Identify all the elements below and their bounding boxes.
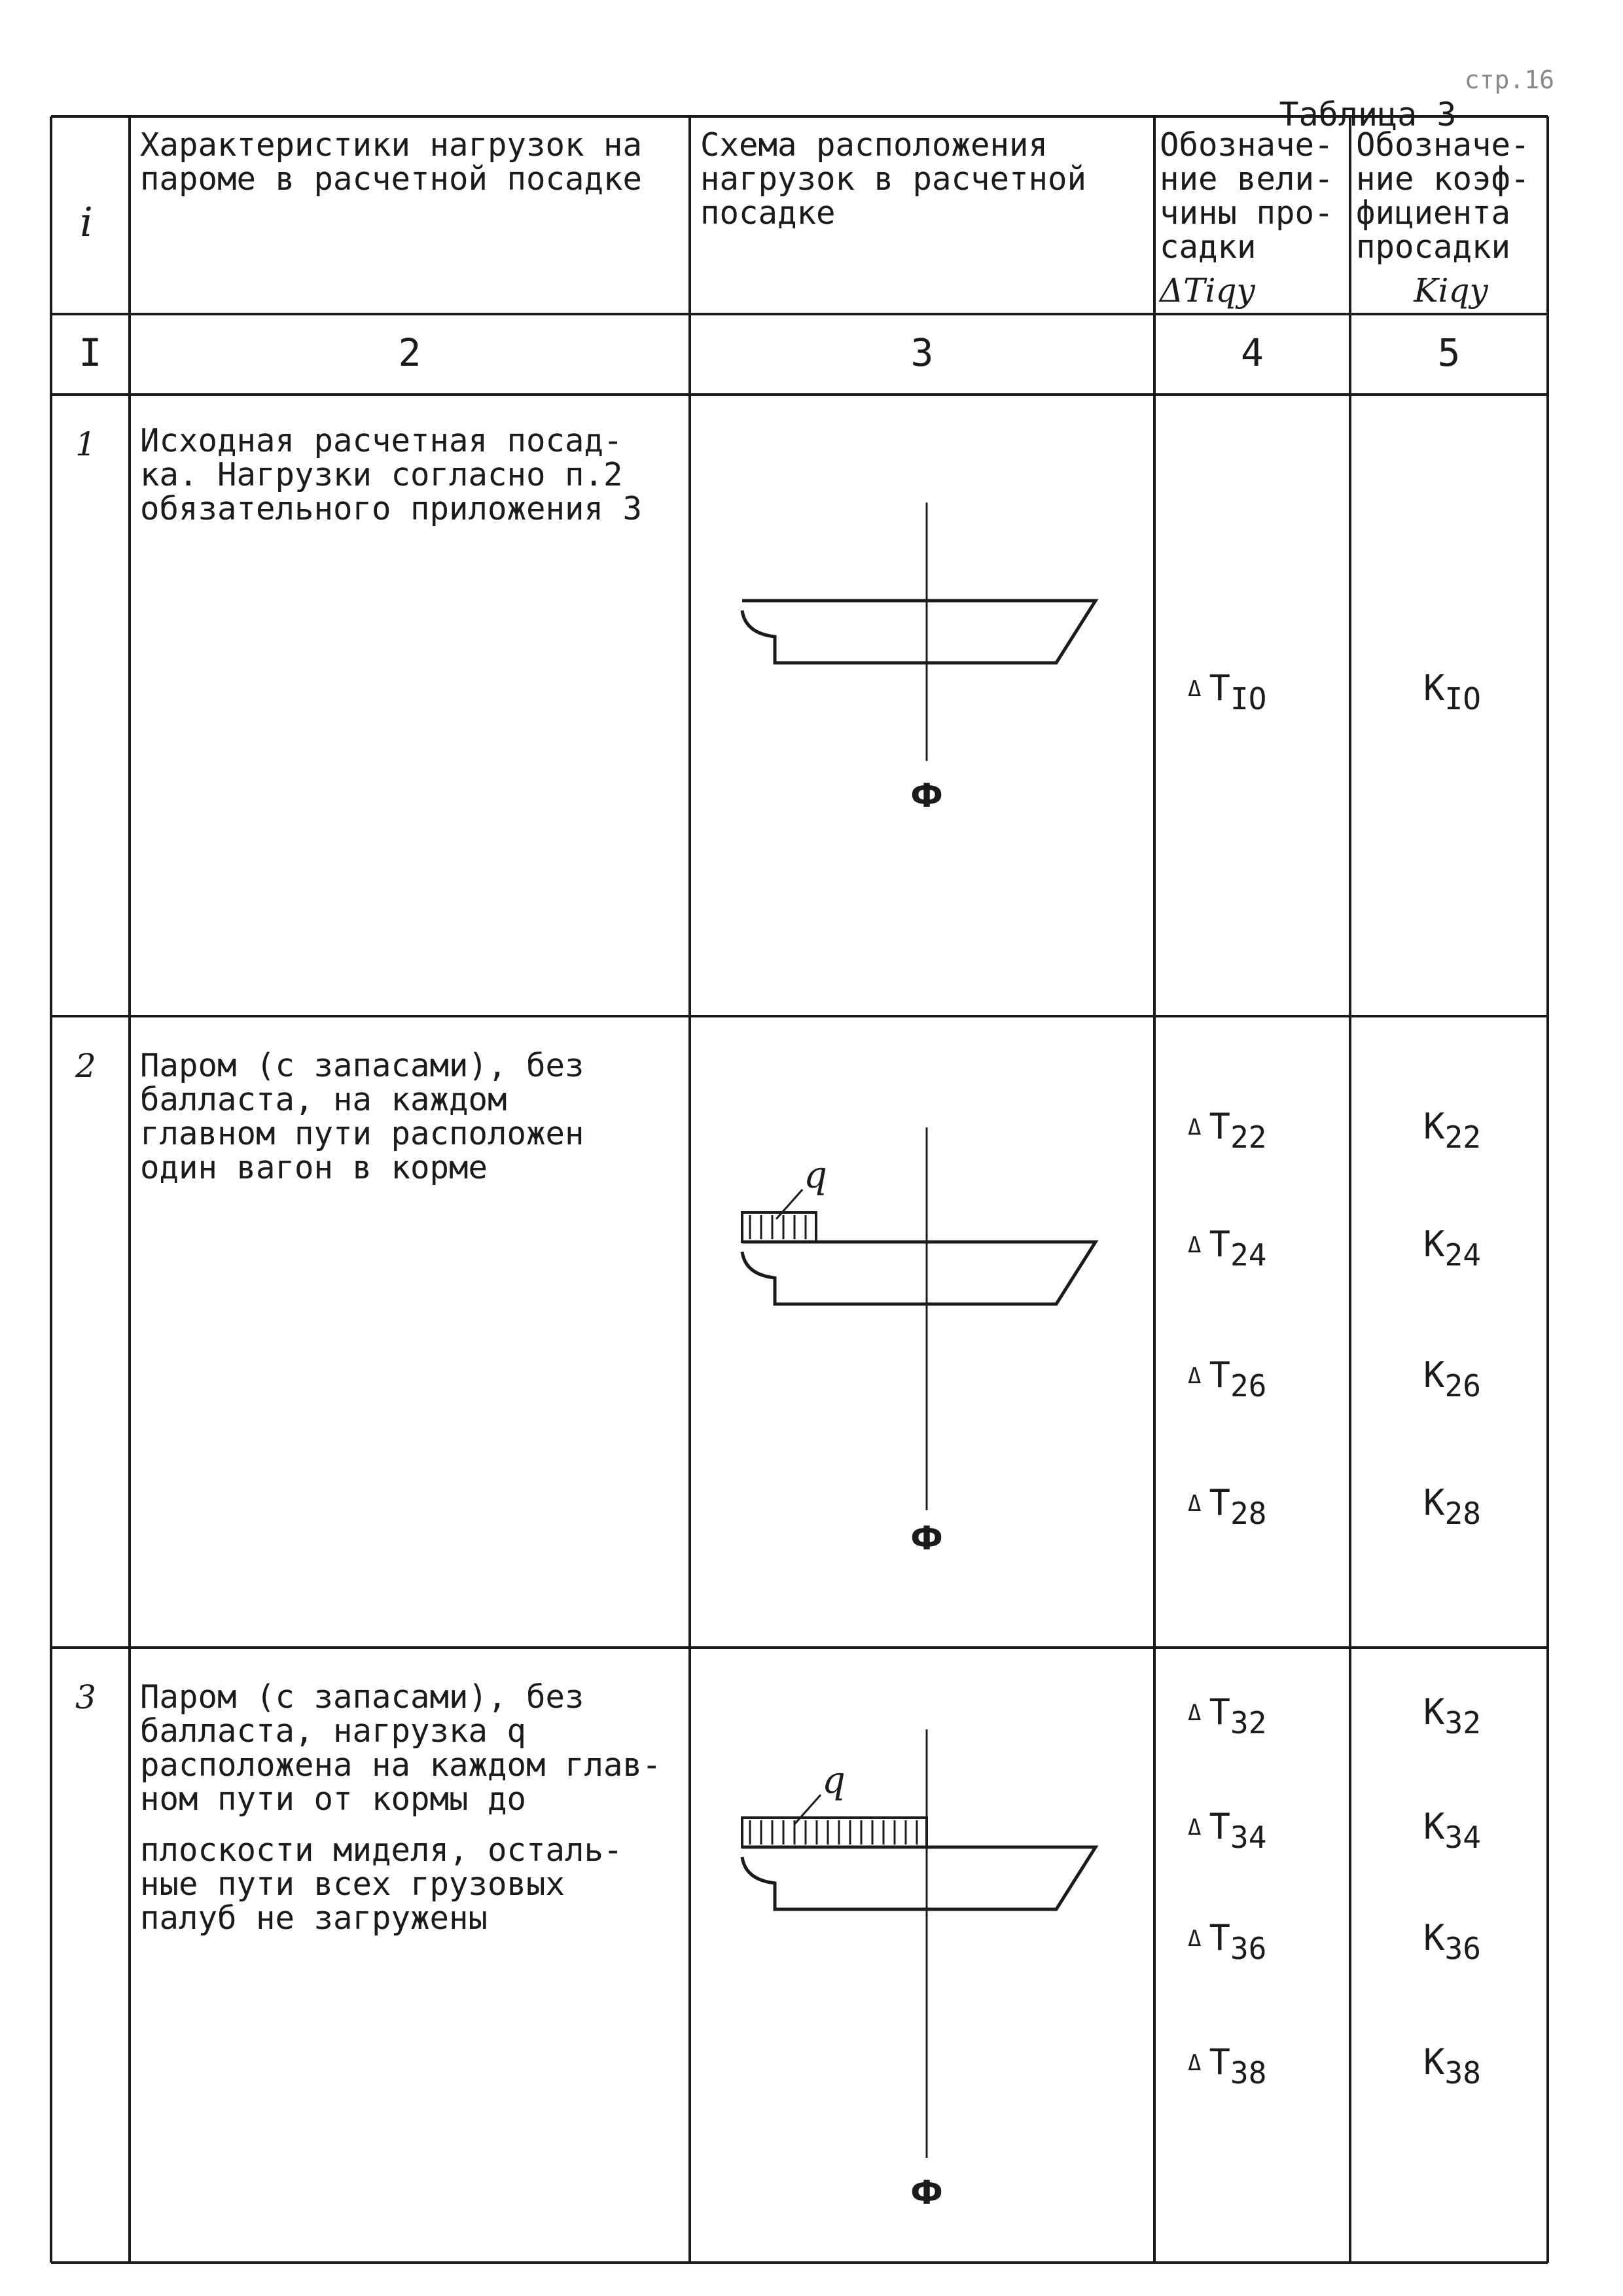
load-pointer: [794, 1795, 821, 1824]
symbol-base: K: [1423, 1354, 1445, 1396]
midship-mark: Ф: [910, 1519, 943, 1557]
symbol-subscript: 26: [1230, 1368, 1267, 1404]
symbol-subscript: 38: [1230, 2055, 1267, 2091]
delta-prefix: Δ: [1188, 1814, 1202, 1841]
load-block: [742, 1818, 927, 1847]
delta-prefix: Δ: [1188, 1491, 1202, 1517]
delta-prefix: Δ: [1188, 2050, 1202, 2076]
symbol-base: K: [1423, 1106, 1445, 1147]
index-column-symbol: i: [80, 198, 93, 246]
delta-prefix: Δ: [1188, 1926, 1202, 1952]
symbol-subscript: 32: [1230, 1705, 1267, 1740]
load-label: q: [822, 1759, 846, 1802]
coefficient-designation: [1423, 1691, 1481, 1740]
description-line: балласта, нагрузка q: [140, 1712, 527, 1750]
header-text-line: Обозначе-: [1160, 126, 1334, 164]
column-number: I: [79, 330, 102, 375]
symbol-subscript: 36: [1230, 1931, 1267, 1966]
description-line: главном пути расположен: [140, 1115, 584, 1152]
header-text-line: Обозначе-: [1356, 126, 1530, 164]
symbol-base: T: [1209, 1806, 1230, 1847]
header-text-line: ние коэф-: [1356, 160, 1530, 198]
symbol-base: K: [1423, 1482, 1445, 1523]
symbol-subscript: 34: [1444, 1820, 1481, 1855]
header-draft-designation: [1160, 126, 1348, 309]
symbol-base: T: [1209, 1691, 1230, 1733]
symbol-subscript: 24: [1230, 1237, 1267, 1273]
coefficient-designation: [1423, 1917, 1481, 1966]
symbol-base: K: [1423, 1917, 1445, 1958]
description-line: Исходная расчетная посад-: [140, 422, 623, 459]
row-number: 2: [75, 1047, 96, 1085]
delta-prefix: Δ: [1188, 1363, 1202, 1389]
symbol-base: T: [1209, 1354, 1230, 1396]
draft-designation: [1188, 1224, 1266, 1273]
hull-outline: [742, 1242, 1096, 1304]
symbol-subscript: 28: [1230, 1496, 1267, 1531]
draft-designation: [1188, 1106, 1266, 1155]
delta-prefix: Δ: [1188, 1114, 1202, 1140]
midship-mark: Ф: [910, 777, 943, 815]
header-text-line: фициента: [1356, 194, 1511, 232]
description-line: Паром (с запасами), без: [140, 1047, 584, 1084]
coefficient-designation: [1423, 2041, 1481, 2091]
symbol-base: T: [1209, 1482, 1230, 1523]
delta-prefix: Δ: [1188, 676, 1202, 702]
ferry-hull-sketch: [690, 1648, 1154, 2263]
coefficient-designation: [1423, 1806, 1481, 1855]
symbol-base: T: [1209, 1224, 1230, 1265]
column-number: 5: [1437, 330, 1461, 375]
hull-outline: [742, 601, 1096, 663]
hull-outline: [742, 1847, 1096, 1909]
row-description: [140, 1680, 696, 1935]
symbol-base: K: [1423, 1224, 1445, 1265]
coefficient-designation: [1423, 1482, 1481, 1531]
header-coefficient-designation: [1356, 128, 1546, 308]
coefficient-designation: [1423, 1224, 1481, 1273]
header-text-line: садки: [1160, 228, 1257, 266]
description-line: обязательного приложения 3: [140, 490, 643, 527]
row-description: [140, 1049, 696, 1185]
header-text-line: просадки: [1356, 228, 1511, 266]
description-line: палуб не загружены: [140, 1899, 488, 1937]
header-draft-symbol: ΔTiqy: [1160, 272, 1255, 309]
header-text-line: Характеристики нагрузок на: [140, 126, 643, 164]
symbol-subscript: 24: [1444, 1237, 1481, 1273]
draft-designation: [1188, 1354, 1266, 1404]
coefficient-designation: [1423, 1106, 1481, 1155]
draft-designation: [1188, 667, 1266, 716]
load-label: q: [804, 1154, 828, 1197]
draft-designation: [1188, 1806, 1266, 1855]
header-load-scheme: [700, 128, 1145, 230]
coefficient-designation: [1423, 1354, 1481, 1404]
header-text-line: нагрузок в расчетной: [700, 160, 1087, 198]
symbol-subscript: 28: [1444, 1496, 1481, 1531]
symbol-base: K: [1423, 1691, 1445, 1733]
symbol-subscript: 38: [1444, 2055, 1481, 2091]
symbol-base: K: [1423, 1806, 1445, 1847]
symbol-subscript: 36: [1444, 1931, 1481, 1966]
description-line: балласта, на каждом: [140, 1081, 507, 1118]
header-text-line: Схема расположения: [700, 126, 1048, 164]
header-text-line: чины про-: [1160, 194, 1334, 232]
column-number: 3: [910, 330, 934, 375]
symbol-base: T: [1209, 667, 1230, 709]
row-number: 3: [75, 1678, 96, 1716]
symbol-subscript: IO: [1230, 681, 1267, 716]
ferry-hull-sketch: [690, 395, 1154, 1016]
header-load-characteristics: [140, 128, 683, 196]
column-number: 2: [398, 330, 421, 375]
delta-prefix: Δ: [1188, 1700, 1202, 1726]
draft-designation: [1188, 2041, 1266, 2091]
description-line: ном пути от кормы до: [140, 1780, 527, 1818]
symbol-base: T: [1209, 2041, 1230, 2083]
header-text-line: ние вели-: [1160, 160, 1334, 198]
header-text-line: посадке: [700, 194, 836, 232]
symbol-base: K: [1423, 2041, 1445, 2083]
description-line: ные пути всех грузовых: [140, 1865, 565, 1903]
row-number: 1: [75, 425, 96, 463]
page-reference: стр.16: [1464, 65, 1554, 94]
description-line: один вагон в корме: [140, 1149, 488, 1186]
draft-designation: [1188, 1691, 1266, 1740]
symbol-subscript: IO: [1444, 681, 1481, 716]
load-pointer: [776, 1190, 802, 1219]
symbol-base: T: [1209, 1917, 1230, 1958]
column-number: 4: [1241, 330, 1264, 375]
description-line: плоскости миделя, осталь-: [140, 1831, 623, 1869]
description-line: расположена на каждом глав-: [140, 1746, 662, 1784]
symbol-base: K: [1423, 667, 1445, 709]
draft-designation: [1188, 1482, 1266, 1531]
symbol-base: T: [1209, 1106, 1230, 1147]
description-line: Паром (с запасами), без: [140, 1678, 584, 1716]
table-caption: Таблица 3: [1279, 96, 1457, 133]
delta-prefix: Δ: [1188, 1232, 1202, 1258]
symbol-subscript: 22: [1230, 1120, 1267, 1155]
symbol-subscript: 22: [1444, 1120, 1481, 1155]
symbol-subscript: 32: [1444, 1705, 1481, 1740]
symbol-subscript: 34: [1230, 1820, 1267, 1855]
header-text-line: пароме в расчетной посадке: [140, 160, 643, 198]
draft-designation: [1188, 1917, 1266, 1966]
ferry-hull-sketch: [690, 1016, 1154, 1648]
description-line: ка. Нагрузки согласно п.2: [140, 456, 623, 493]
midship-mark: Ф: [910, 2174, 943, 2212]
row-description: [140, 424, 696, 526]
symbol-subscript: 26: [1444, 1368, 1481, 1404]
coefficient-designation: [1423, 667, 1481, 716]
header-coefficient-symbol: Kiqy: [1414, 272, 1488, 309]
